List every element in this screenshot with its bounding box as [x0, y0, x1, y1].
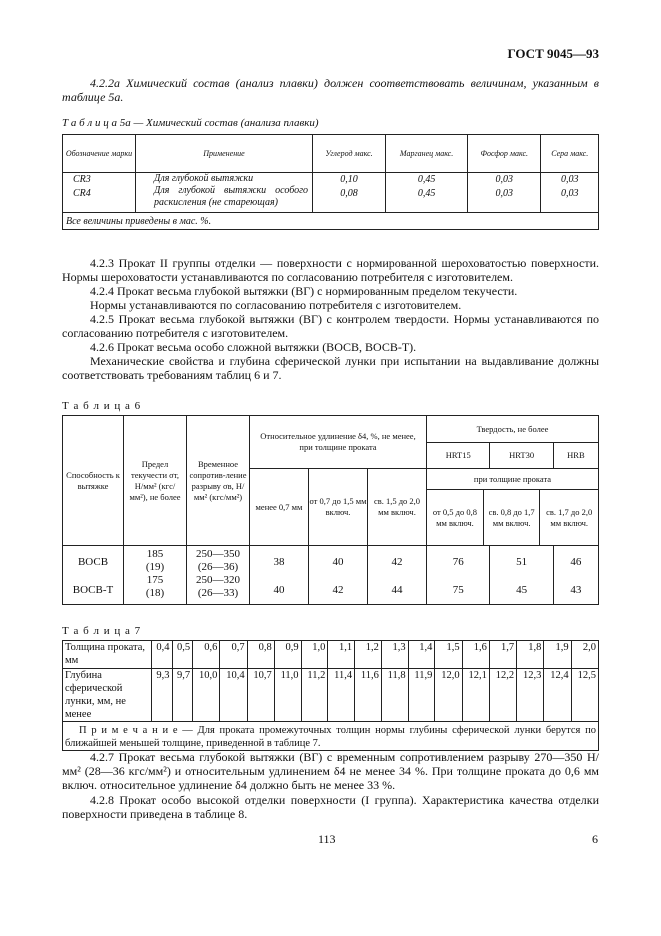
t6-header-hrt30: HRT30 — [490, 443, 553, 469]
t6-header-hardness: Твердость, не более — [427, 416, 599, 443]
t6-value: 38 — [273, 556, 285, 568]
t5-cell: Для глубокой вытяжки особого раскисления (не стареющая) — [154, 185, 308, 208]
t5-note: Все величины приведены в мас. %. — [63, 213, 599, 230]
t6-header-ability: Способность к вытяжке — [63, 416, 124, 546]
t6-yield-value: 185 — [146, 548, 164, 560]
t5-header-carbon: Углерод макс. — [313, 135, 386, 173]
t6-grade: ВОСВ — [77, 556, 109, 568]
table6-caption: Т а б л и ц а 6 — [62, 400, 142, 412]
t7-thickness-cell: 1,2 — [355, 641, 382, 669]
t6-elong-lt07: менее 0,7 мм — [250, 469, 309, 546]
paragraph-4-2-2a: 4.2.2а Химический состав (анализ плавки) должен соответствовать величинам, указанным в таблице 5а. — [62, 76, 599, 104]
t6-value: 76 — [452, 556, 464, 568]
t5-cell: CR3 — [73, 174, 91, 185]
t7-thickness-cell: 0,6 — [193, 641, 220, 669]
page-number: 113 — [318, 832, 336, 846]
t6-tensile-value: (26—36) — [197, 561, 239, 573]
t6-value: 42 — [391, 556, 403, 568]
t5-header-manganese: Марганец макс. — [386, 135, 468, 173]
t7-depth-cell: 12,5 — [571, 669, 598, 722]
t7-thickness-cell: 0,9 — [274, 641, 301, 669]
t6-value: 40 — [332, 556, 344, 568]
t7-thickness-cell: 1,6 — [462, 641, 489, 669]
paragraph-4-2-6: 4.2.6 Прокат весьма особо сложной вытяжки (ВОСВ, ВОСВ-Т). — [90, 340, 417, 354]
t6-grade: ВОСВ-Т — [72, 584, 114, 596]
paragraph-4-2-8: 4.2.8 Прокат особо высокой отделки поверхности (I группа). Характеристика качества отделки поверхности приведена в таблице 8. — [62, 793, 599, 821]
t6-header-tensile: Временное сопротив-ление разрыву σв, Н/мм² (кгс/мм²) — [187, 416, 250, 546]
t7-depth-cell: 12,3 — [517, 669, 544, 722]
t6-value: 51 — [516, 556, 528, 568]
t7-label-depth: Глубина сферической лунки, мм, не менее — [63, 669, 152, 722]
t6-tensile-value: 250—350 — [196, 548, 240, 560]
t5-cell: 0,10 — [340, 174, 358, 185]
paragraph-4-2-3: 4.2.3 Прокат II группы отделки — поверхности с нормированной шероховатостью поверхности. Нормы шероховатости устанавливаются по согласованию потребителя с изготовителем. — [62, 256, 599, 284]
t7-label-thickness: Толщина проката, мм — [63, 641, 152, 669]
t6-header-hrb: HRB — [553, 443, 598, 469]
t7-thickness-cell: 0,4 — [152, 641, 173, 669]
table5a-caption: Т а б л и ц а 5а — Химический состав (анализа плавки) — [62, 117, 319, 129]
t7-thickness-cell: 1,8 — [517, 641, 544, 669]
t7-depth-cell: 11,4 — [328, 669, 355, 722]
t6-header-yield: Предел текучести σт, Н/мм² (кгс/мм²), не более — [124, 416, 187, 546]
t7-thickness-cell: 1,7 — [489, 641, 516, 669]
t6-value: 45 — [516, 584, 528, 596]
t7-depth-cell: 9,3 — [152, 669, 173, 722]
t7-depth-cell: 11,2 — [301, 669, 328, 722]
t7-depth-cell: 10,7 — [247, 669, 274, 722]
t7-thickness-cell: 0,7 — [220, 641, 247, 669]
t5-cell: 0,45 — [417, 188, 436, 199]
t7-thickness-cell: 1,3 — [381, 641, 408, 669]
t5-header-phosphorus: Фосфор макс. — [468, 135, 541, 173]
t5-cell: CR4 — [73, 188, 91, 199]
t6-hard-08-17: св. 0,8 до 1,7 мм включ. — [483, 490, 539, 545]
table-row — [63, 546, 599, 605]
table-row — [63, 641, 599, 669]
t5-header-sulfur: Сера макс. — [541, 135, 599, 173]
t7-depth-cell: 10,4 — [220, 669, 247, 722]
t7-depth-cell: 11,8 — [381, 669, 408, 722]
t7-depth-cell: 12,1 — [462, 669, 489, 722]
t6-value: 42 — [332, 584, 344, 596]
t6-hard-17-20: св. 1,7 до 2,0 мм включ. — [546, 506, 593, 528]
t7-thickness-cell: 1,1 — [328, 641, 355, 669]
t6-value: 75 — [452, 584, 464, 596]
t7-thickness-cell: 1,4 — [408, 641, 435, 669]
t5-cell: 0,03 — [495, 188, 514, 199]
paragraph-mechanical: Механические свойства и глубина сферической лунки при испытании на выдавливание должны соответствовать требованиям таблиц 6 и 7. — [62, 354, 599, 382]
table-row — [63, 173, 599, 213]
t6-value: 46 — [570, 556, 582, 568]
t7-thickness-cell: 0,5 — [172, 641, 193, 669]
paragraph-4-2-5: 4.2.5 Прокат весьма глубокой вытяжки (ВГ) с контролем твердости. Нормы устанавливаются по согласованию потребителя с изготовителем. — [62, 312, 599, 340]
t7-depth-cell: 10,0 — [193, 669, 220, 722]
t6-value: 40 — [273, 584, 285, 596]
table-row — [63, 669, 599, 722]
t6-value: 44 — [391, 584, 403, 596]
t5-cell: 0,03 — [560, 174, 579, 185]
t7-thickness-cell: 1,0 — [301, 641, 328, 669]
paragraph-norms: Нормы устанавливаются по согласованию потребителя с изготовителем. — [90, 298, 462, 312]
document-header: ГОСТ 9045—93 — [507, 46, 599, 61]
t6-header-elongation: Относительное удлинение δ4, %, не менее, при толщине проката — [250, 416, 427, 469]
t7-depth-cell: 11,9 — [408, 669, 435, 722]
t7-note: П р и м е ч а н и е — Для проката промежуточных толщин нормы глубины сферической лунки берутся по ближайшей меньшей толщине, приведенной в таблице 7. — [63, 722, 599, 751]
t6-elong-07-15: от 0,7 до 1,5 мм включ. — [309, 469, 368, 546]
t6-yield-value: 175 — [146, 574, 164, 586]
t6-elong-15-20: св. 1,5 до 2,0 мм включ. — [368, 469, 427, 546]
t5-header-grade: Обозначение марки — [63, 135, 136, 173]
t7-thickness-cell: 0,8 — [247, 641, 274, 669]
t7-depth-cell: 11,6 — [355, 669, 382, 722]
t7-depth-cell: 12,2 — [489, 669, 516, 722]
t7-depth-cell: 9,7 — [172, 669, 193, 722]
t6-tensile-value: 250—320 — [196, 574, 240, 586]
t6-header-thickness: при толщине проката — [427, 469, 598, 490]
table-7 — [62, 640, 599, 751]
table7-caption: Т а б л и ц а 7 — [62, 625, 142, 637]
t7-thickness-cell: 2,0 — [571, 641, 598, 669]
t5-cell: Для глубокой вытяжки — [154, 173, 254, 184]
t6-yield-value: (19) — [145, 561, 165, 573]
table-6 — [62, 415, 599, 605]
table-5a — [62, 134, 599, 230]
t7-thickness-cell: 1,9 — [544, 641, 571, 669]
paragraph-4-2-4: 4.2.4 Прокат весьма глубокой вытяжки (ВГ) с нормированным пределом текучести. — [90, 284, 518, 298]
t6-hard-05-08: от 0,5 до 0,8 мм включ. — [427, 490, 483, 545]
t5-cell: 0,03 — [560, 188, 579, 199]
paragraph-4-2-7: 4.2.7 Прокат весьма глубокой вытяжки (ВГ) с временным сопротивлением разрыву 270—350 Н/мм² (28—36 кгс/мм²) и относительным удлинением δ4 не менее 34 %. При толщине проката до 0,6 мм включ. относительное удлинение δ4 должно быть не менее 33 %. — [62, 750, 599, 792]
t5-header-application: Применение — [136, 135, 313, 173]
t6-tensile-value: (26—33) — [197, 587, 239, 599]
t5-cell: 0,03 — [495, 174, 514, 185]
t7-depth-cell: 11,0 — [274, 669, 301, 722]
t7-depth-cell: 12,4 — [544, 669, 571, 722]
t5-cell: 0,08 — [340, 188, 358, 199]
t7-thickness-cell: 1,5 — [435, 641, 462, 669]
t6-yield-value: (18) — [145, 587, 165, 599]
t6-header-hrt15: HRT15 — [427, 443, 490, 469]
t6-value: 43 — [570, 584, 582, 596]
t5-cell: 0,45 — [417, 174, 436, 185]
t7-depth-cell: 12,0 — [435, 669, 462, 722]
sheet-number: 6 — [592, 832, 598, 846]
